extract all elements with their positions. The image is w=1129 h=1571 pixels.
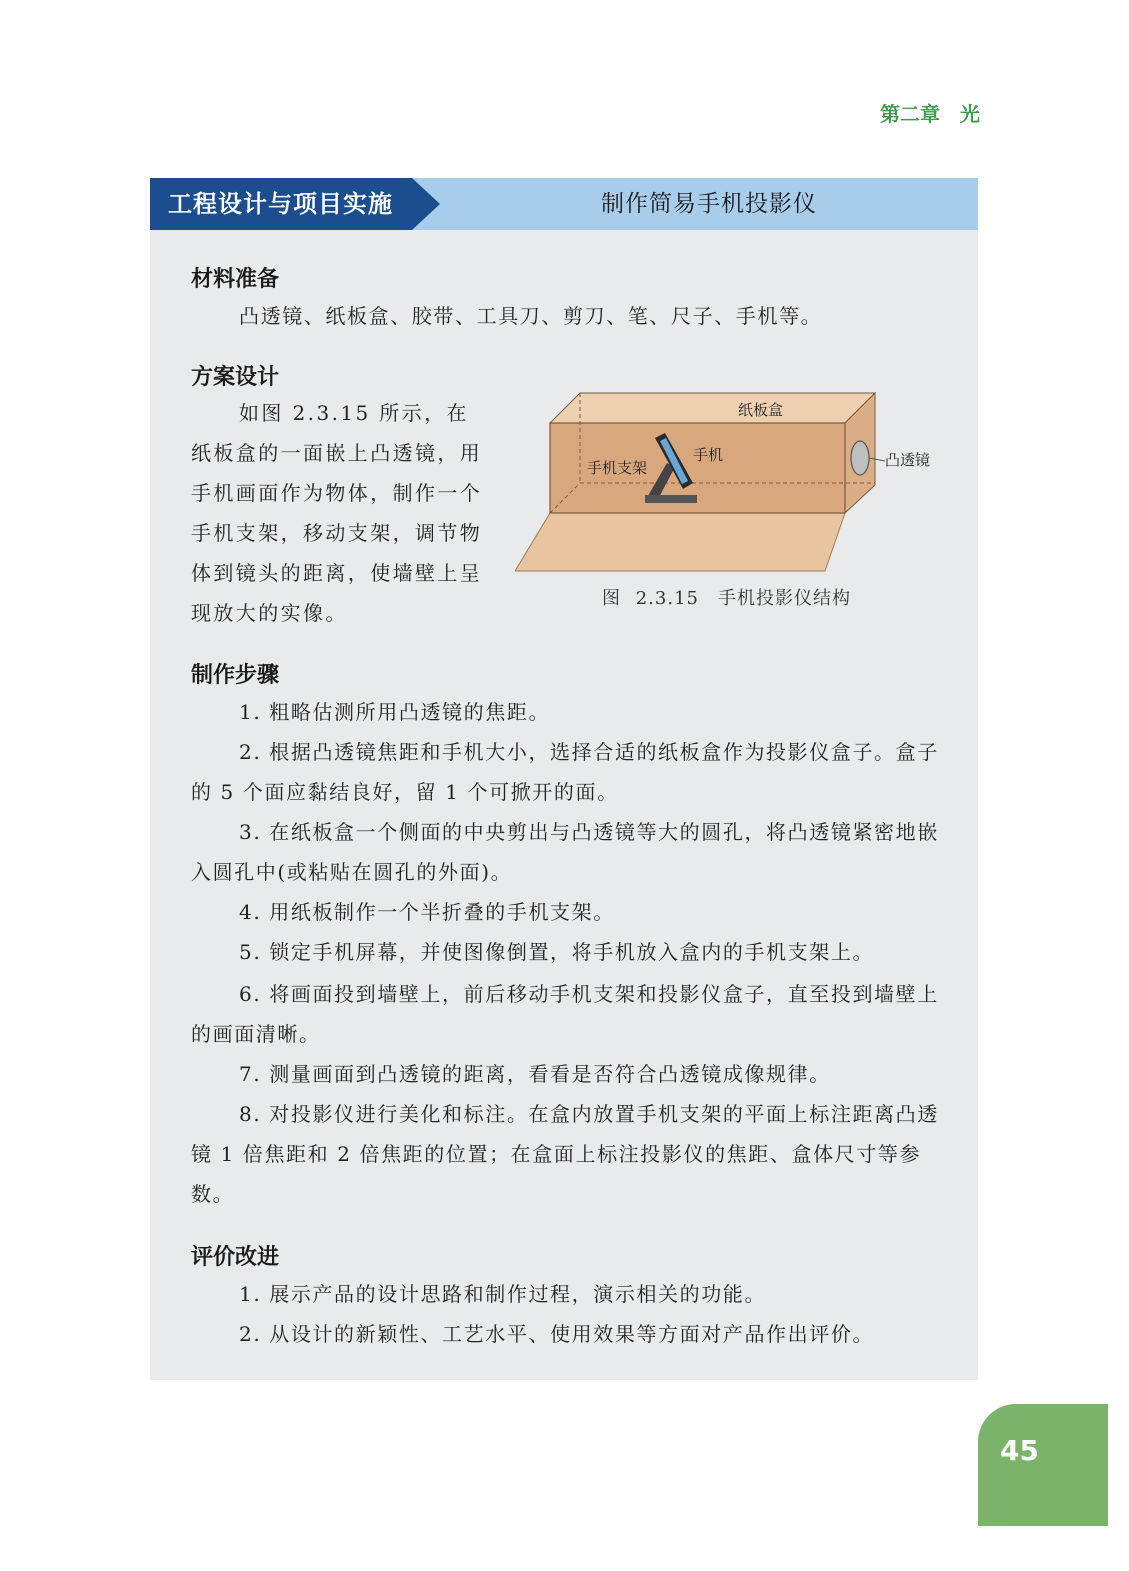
design-text: 如图 2.3.15 所示，在纸板盒的一面嵌上凸透镜，用手机画面作为物体，制作一个手机支架，移动支架，调节物体到镜头的距离，使墙壁上呈现放大的实像。 [191,401,483,625]
step-item-3: 3. 在纸板盒一个侧面的中央剪出与凸透镜等大的圆孔，将凸透镜紧密地嵌入圆孔中(或粘贴在圆孔的外面)。 [191,820,939,884]
phone-stand-base [645,495,697,503]
projector-figure [515,383,945,583]
base-board [515,513,845,571]
banner-category: 工程设计与项目实施 [168,190,393,218]
step-item-5: 5. 锁定手机屏幕，并使图像倒置，将手机放入盒内的手机支架上。 [239,940,875,964]
step-item-4: 4. 用纸板制作一个半折叠的手机支架。 [239,900,615,924]
evaluation-item-2: 2. 从设计的新颖性、工艺水平、使用效果等方面对产品作出评价。 [239,1322,875,1346]
page-number-tab [978,1404,1108,1526]
project-title: 制作简易手机投影仪 [601,191,817,217]
project-panel [150,178,978,1380]
evaluation-heading: 评价改进 [191,1245,280,1270]
lens-shape [851,441,869,475]
step-item-6: 6. 将画面投到墙壁上，前后移动手机支架和投影仪盒子，直至投到墙壁上的画面清晰。 [191,982,939,1046]
materials-text: 凸透镜、纸板盒、胶带、工具刀、剪刀、笔、尺子、手机等。 [239,304,823,328]
evaluation-item-1: 1. 展示产品的设计思路和制作过程，演示相关的功能。 [239,1282,767,1306]
step-item-8: 8. 对投影仪进行美化和标注。在盒内放置手机支架的平面上标注距离凸透镜 1 倍焦距和 2 倍焦距的位置；在盒面上标注投影仪的焦距、盒体尺寸等参数。 [191,1102,939,1206]
project-banner [150,178,978,230]
label-box: 纸板盒 [738,401,784,419]
page-number: 45 [1000,1434,1039,1467]
step-item-7: 7. 测量画面到凸透镜的距离，看看是否符合凸透镜成像规律。 [239,1062,831,1086]
box-top [550,393,875,423]
label-stand: 手机支架 [587,459,648,477]
projector-diagram [515,383,945,583]
materials-heading: 材料准备 [191,267,280,292]
design-heading: 方案设计 [191,365,280,390]
chapter-header: 第二章 光 [880,102,980,126]
step-item-1: 1. 粗略估测所用凸透镜的焦距。 [239,700,551,724]
label-phone: 手机 [693,446,724,464]
label-lens: 凸透镜 [885,451,931,469]
steps-heading: 制作步骤 [191,663,280,688]
step-item-2: 2. 根据凸透镜焦距和手机大小，选择合适的纸板盒作为投影仪盒子。盒子的 5 个面应黏结良好，留 1 个可掀开的面。 [191,740,939,804]
figure-caption: 图 2.3.15 手机投影仪结构 [602,588,851,609]
